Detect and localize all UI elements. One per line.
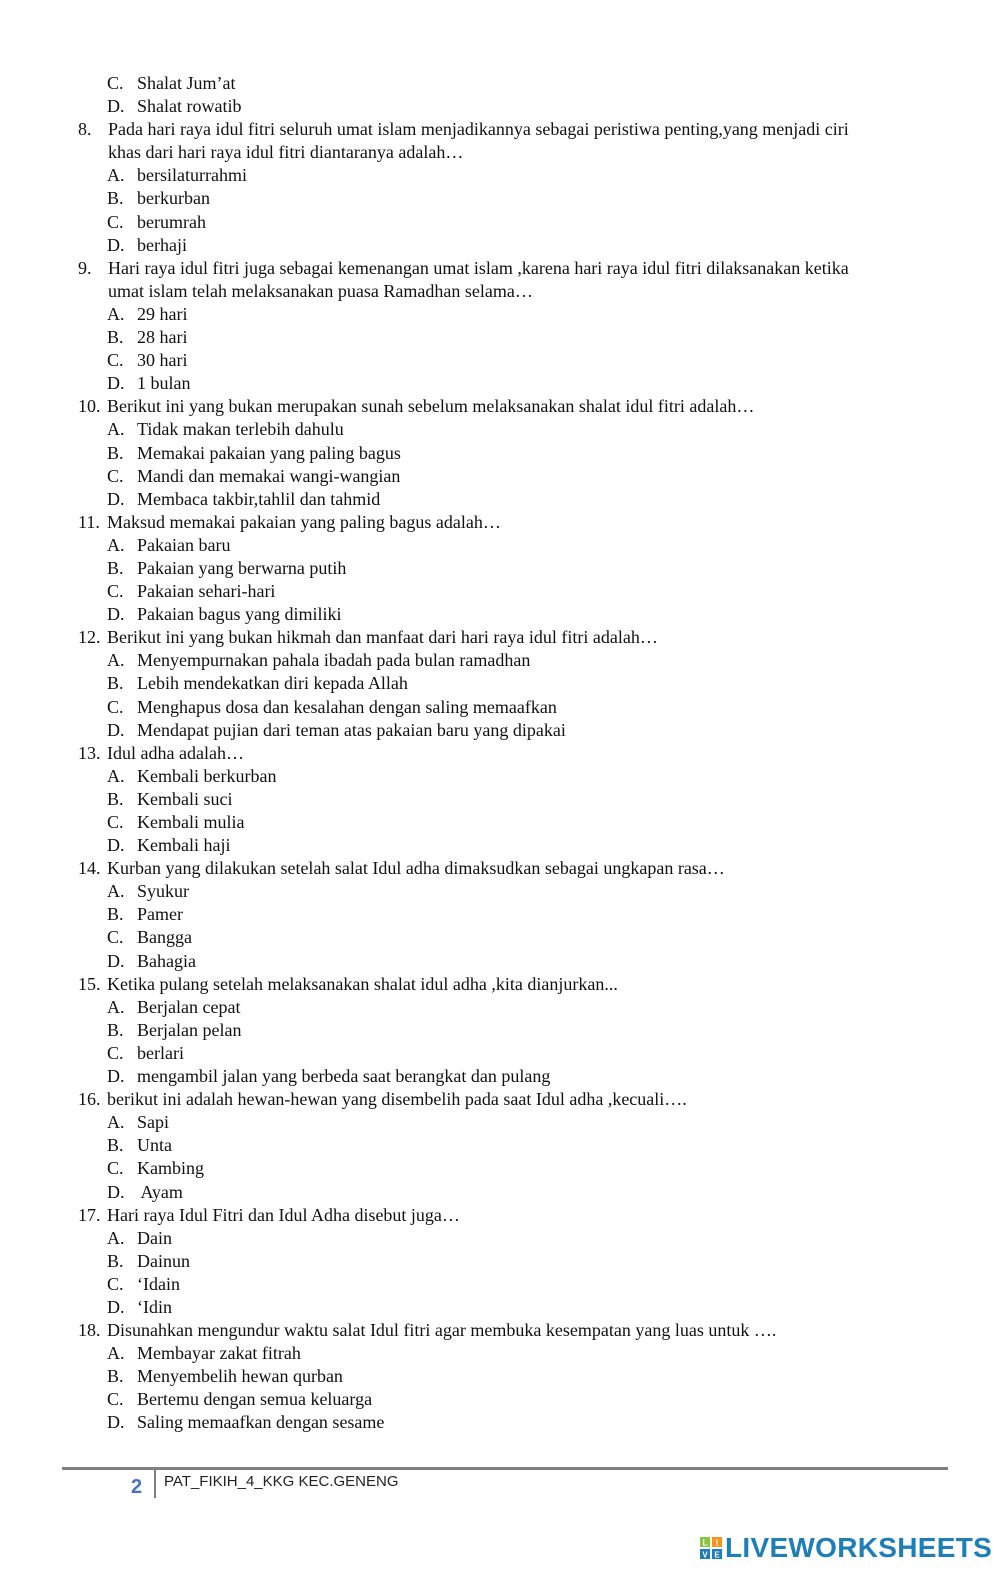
option-text: Menyempurnakan pahala ibadah pada bulan ramadhan (137, 650, 531, 671)
option-letter: C. (107, 581, 124, 602)
question-line-text: Kurban yang dilakukan setelah salat Idul adha dimaksudkan sebagai ungkapan rasa… (107, 858, 725, 879)
question-text (0, 626, 1000, 649)
option-letter: D. (107, 1066, 125, 1087)
answer-option (0, 1411, 1000, 1434)
option-letter: B. (107, 904, 124, 925)
answer-option (0, 465, 1000, 488)
question-number: 8. (78, 119, 92, 140)
option-letter: A. (107, 650, 125, 671)
option-letter: D. (107, 835, 125, 856)
answer-option (0, 442, 1000, 465)
option-text: Membayar zakat fitrah (137, 1343, 301, 1364)
option-letter: C. (107, 465, 124, 486)
answer-option (0, 580, 1000, 603)
answer-option (0, 418, 1000, 441)
option-letter: D. (107, 96, 125, 117)
answer-option (0, 488, 1000, 511)
answer-option (0, 1111, 1000, 1134)
answer-option (0, 72, 1000, 95)
answer-option (0, 1042, 1000, 1065)
footer-vertical-divider (154, 1470, 156, 1498)
option-text: Kembali haji (137, 835, 231, 856)
option-text: Syukur (137, 881, 190, 902)
option-letter: B. (107, 327, 124, 348)
option-letter: C. (107, 73, 124, 93)
answer-option (0, 211, 1000, 234)
option-letter: A. (107, 1227, 125, 1248)
answer-option (0, 926, 1000, 949)
option-letter: C. (107, 696, 124, 717)
answer-option (0, 164, 1000, 187)
option-letter: B. (107, 673, 124, 694)
option-text: 29 hari (137, 303, 188, 324)
option-letter: D. (107, 373, 125, 394)
option-text: bersilaturrahmi (137, 165, 247, 186)
option-letter: A. (107, 165, 125, 186)
option-letter: B. (107, 1135, 124, 1156)
question-line-text: Hari raya idul fitri juga sebagai kemenangan umat islam ,karena hari raya idul fitri dilaksanakan ketika (108, 257, 849, 278)
option-text: Berjalan pelan (137, 1019, 242, 1040)
option-text: 30 hari (137, 350, 188, 371)
answer-option (0, 765, 1000, 788)
question-number: 16. (78, 1089, 101, 1110)
option-letter: B. (107, 1019, 124, 1040)
option-letter: D. (107, 1412, 125, 1433)
option-text: Pakaian sehari-hari (137, 581, 276, 602)
question-text (0, 1204, 1000, 1227)
option-letter: D. (107, 1181, 125, 1202)
svg-text:L: L (702, 1538, 708, 1548)
option-text: Pamer (137, 904, 183, 925)
option-text: berhaji (137, 234, 187, 255)
option-text: Menghapus dosa dan kesalahan dengan saling memaafkan (137, 696, 557, 717)
question-number: 17. (78, 1204, 101, 1225)
question-text (0, 1088, 1000, 1111)
svg-text:V: V (702, 1550, 708, 1559)
answer-option (0, 1065, 1000, 1088)
question-line-text: Pada hari raya idul fitri seluruh umat islam menjadikannya sebagai peristiwa penting,yang menjadi ciri (108, 119, 849, 140)
answer-option (0, 1157, 1000, 1180)
option-text: Berjalan cepat (137, 996, 241, 1017)
option-text: Ayam (137, 1181, 183, 1202)
question-text (0, 973, 1000, 996)
option-text: ‘Idain (137, 1273, 180, 1294)
question-line-text: Berikut ini yang bukan hikmah dan manfaat dari hari raya idul fitri adalah… (107, 627, 658, 648)
answer-option (0, 649, 1000, 672)
option-letter: B. (107, 1250, 124, 1271)
question-number: 14. (78, 858, 101, 879)
option-text: Bahagia (137, 950, 196, 971)
option-text: Mendapat pujian dari teman atas pakaian baru yang dipakai (137, 719, 566, 740)
option-text: Pakaian bagus yang dimiliki (137, 604, 342, 625)
answer-option (0, 1365, 1000, 1388)
option-letter: A. (107, 881, 125, 902)
option-letter: C. (107, 927, 124, 948)
option-letter: B. (107, 557, 124, 578)
question-number: 12. (78, 627, 101, 648)
question-number: 13. (78, 742, 101, 763)
question-number: 11. (78, 511, 100, 532)
answer-option (0, 303, 1000, 326)
option-text: Dainun (137, 1250, 190, 1271)
option-letter: D. (107, 604, 125, 625)
option-letter: D. (107, 719, 125, 740)
answer-option (0, 1181, 1000, 1204)
option-text: Kembali suci (137, 788, 233, 809)
option-text: Bangga (137, 927, 192, 948)
option-text: Menyembelih hewan qurban (137, 1366, 343, 1387)
question-line-text: khas dari hari raya idul fitri diantaranya adalah… (108, 142, 464, 163)
question-line-text: umat islam telah melaksanakan puasa Ramadhan selama… (108, 280, 533, 301)
option-text: Saling memaafkan dengan sesame (137, 1412, 385, 1433)
answer-option (0, 372, 1000, 395)
answer-option (0, 187, 1000, 210)
answer-option (0, 880, 1000, 903)
question-text (0, 857, 1000, 880)
option-letter: D. (107, 950, 125, 971)
option-text: Bertemu dengan semua keluarga (137, 1389, 373, 1410)
answer-option (0, 950, 1000, 973)
option-text: 28 hari (137, 327, 188, 348)
option-text: Sapi (137, 1112, 170, 1133)
svg-text:I: I (715, 1538, 719, 1548)
question-line-text: Ketika pulang setelah melaksanakan shalat idul adha ,kita dianjurkan... (107, 973, 618, 994)
option-text: Kembali berkurban (137, 765, 277, 786)
question-line-text: Idul adha adalah… (107, 742, 244, 763)
answer-option (0, 1296, 1000, 1319)
option-letter: C. (107, 211, 124, 232)
option-letter: C. (107, 1273, 124, 1294)
option-letter: B. (107, 788, 124, 809)
answer-option (0, 834, 1000, 857)
answer-option (0, 1273, 1000, 1296)
answer-option (0, 349, 1000, 372)
option-text: ‘Idin (137, 1296, 172, 1317)
option-letter: A. (107, 765, 125, 786)
option-letter: C. (107, 1158, 124, 1179)
footer-document-title: PAT_FIKIH_4_KKG KEC.GENENG (164, 1473, 399, 1490)
answer-option (0, 1019, 1000, 1042)
question-number: 18. (78, 1320, 101, 1341)
option-text: Tidak makan terlebih dahulu (137, 419, 344, 440)
answer-option (0, 95, 1000, 118)
question-number: 10. (78, 396, 101, 417)
liveworksheets-brand[interactable] (700, 1532, 992, 1564)
answer-option (0, 788, 1000, 811)
option-letter: B. (107, 188, 124, 209)
question-list (0, 72, 1000, 1435)
answer-option (0, 903, 1000, 926)
brand-name: LIVEWORKSHEETS (725, 1532, 993, 1563)
option-letter: A. (107, 534, 125, 555)
footer-divider (62, 1467, 948, 1470)
answer-option (0, 811, 1000, 834)
option-text: berkurban (137, 188, 210, 209)
answer-option (0, 996, 1000, 1019)
answer-option (0, 1388, 1000, 1411)
option-letter: A. (107, 303, 125, 324)
option-letter: D. (107, 488, 125, 509)
option-text: Kembali mulia (137, 812, 245, 832)
answer-option (0, 696, 1000, 719)
option-letter: C. (107, 1042, 124, 1063)
question-number: 9. (78, 257, 92, 278)
answer-option (0, 672, 1000, 695)
option-text: Unta (137, 1135, 172, 1156)
question-line-text: Disunahkan mengundur waktu salat Idul fitri agar membuka kesempatan yang luas untuk …. (107, 1320, 777, 1341)
option-letter: D. (107, 1296, 125, 1317)
option-text: Mandi dan memakai wangi-wangian (137, 465, 401, 486)
question-text-continuation (0, 141, 1000, 164)
option-text: Lebih mendekatkan diri kepada Allah (137, 673, 408, 694)
option-text: Shalat Jum’at (137, 73, 236, 93)
question-text (0, 511, 1000, 534)
option-text: 1 bulan (137, 373, 191, 394)
option-text: berlari (137, 1042, 184, 1063)
option-letter: C. (107, 1389, 124, 1410)
question-line-text: berikut ini adalah hewan-hewan yang disembelih pada saat Idul adha ,kecuali…. (107, 1089, 687, 1110)
answer-option (0, 557, 1000, 580)
question-number: 15. (78, 973, 101, 994)
option-text: Kambing (137, 1158, 204, 1179)
option-letter: A. (107, 1343, 125, 1364)
option-letter: A. (107, 996, 125, 1017)
question-line-text: Berikut ini yang bukan merupakan sunah sebelum melaksanakan shalat idul fitri adalah… (107, 396, 755, 417)
option-text: Membaca takbir,tahlil dan tahmid (137, 488, 381, 509)
answer-option (0, 719, 1000, 742)
option-text: Pakaian yang berwarna putih (137, 557, 347, 578)
answer-option (0, 1134, 1000, 1157)
option-letter: A. (107, 419, 125, 440)
question-line-text: Hari raya Idul Fitri dan Idul Adha disebut juga… (107, 1204, 460, 1225)
option-text: Shalat rowatib (137, 96, 242, 117)
option-letter: B. (107, 442, 124, 463)
option-letter: D. (107, 234, 125, 255)
svg-text:E: E (714, 1550, 720, 1559)
answer-option (0, 326, 1000, 349)
question-text-continuation (0, 280, 1000, 303)
option-text: Pakaian baru (137, 534, 231, 555)
question-text (0, 742, 1000, 765)
answer-option (0, 1227, 1000, 1250)
page-number: 2 (131, 1476, 143, 1498)
option-text: berumrah (137, 211, 206, 232)
option-text: mengambil jalan yang berbeda saat berangkat dan pulang (137, 1066, 551, 1087)
question-text (0, 395, 1000, 418)
liveworksheets-logo-icon (700, 1537, 722, 1559)
question-line-text: Maksud memakai pakaian yang paling bagus adalah… (107, 511, 501, 532)
option-text: Memakai pakaian yang paling bagus (137, 442, 401, 463)
answer-option (0, 1342, 1000, 1365)
answer-option (0, 534, 1000, 557)
answer-option (0, 1250, 1000, 1273)
answer-option (0, 603, 1000, 626)
option-letter: C. (107, 812, 124, 832)
question-text (0, 257, 1000, 280)
option-text: Dain (137, 1227, 172, 1248)
question-text (0, 1319, 1000, 1342)
option-letter: B. (107, 1366, 124, 1387)
question-text (0, 118, 1000, 141)
option-letter: A. (107, 1112, 125, 1133)
answer-option (0, 234, 1000, 257)
option-letter: C. (107, 350, 124, 371)
